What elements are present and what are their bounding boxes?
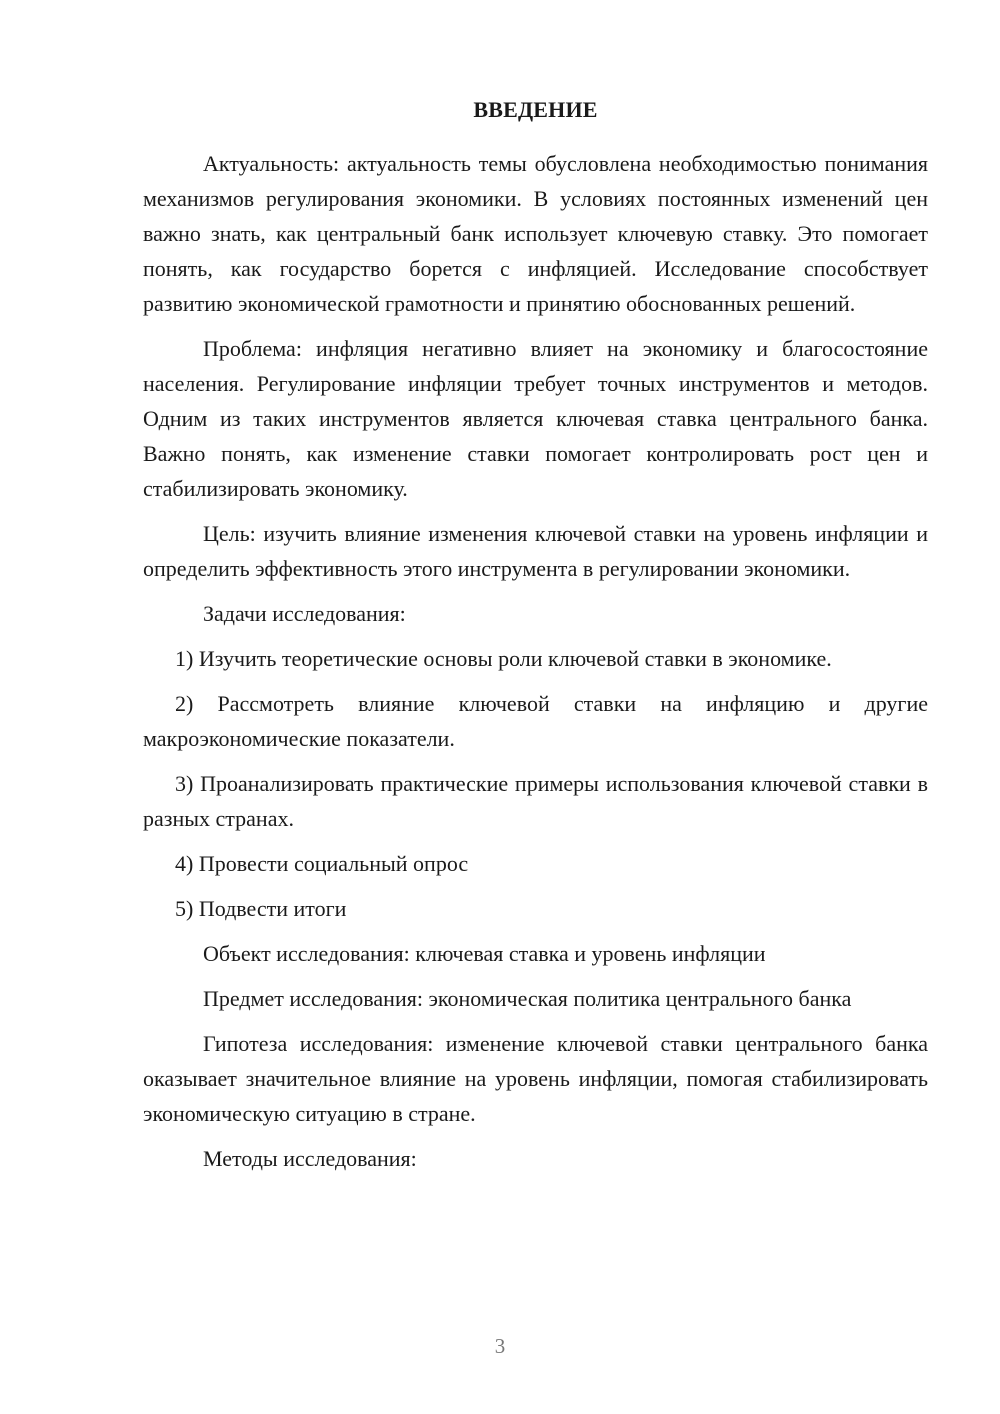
paragraph-methods-title: Методы исследования: (203, 1146, 417, 1171)
paragraph-problem: Проблема: инфляция негативно влияет на экономику и благосостояние населения. Регулирование инфляции требует точных инструментов и методов. Одним из таких инструментов является ключевая ставка центрального банка. Важно понять, как изменение ставки помогает контролировать рост цен и стабилизировать экономику. (143, 336, 928, 501)
paragraph-relevance: Актуальность: актуальность темы обусловлена необходимостью понимания механизмов регулирования экономики. В условиях постоянных изменений цен важно знать, как центральный банк использует ключевую ставку. Это помогает понять, как государство борется с инфляцией. Исследование способствует развитию экономической грамотности и принятию обоснованных решений. (143, 151, 928, 316)
paragraph-goal: Цель: изучить влияние изменения ключевой ставки на уровень инфляции и определить эффективность этого инструмента в регулировании экономики. (143, 521, 928, 581)
paragraph-subject: Предмет исследования: экономическая политика центрального банка (203, 986, 852, 1011)
task-item-3: 3) Проанализировать практические примеры использования ключевой ставки в разных странах. (143, 771, 928, 831)
task-item-1: 1) Изучить теоретические основы роли ключевой ставки в экономике. (175, 646, 832, 671)
task-item-2: 2) Рассмотреть влияние ключевой ставки на инфляцию и другие макроэкономические показатели. (143, 691, 928, 751)
paragraph-hypothesis: Гипотеза исследования: изменение ключевой ставки центрального банка оказывает значительное влияние на уровень инфляции, помогая стабилизировать экономическую ситуацию в стране. (143, 1031, 928, 1126)
section-heading: ВВЕДЕНИЕ (473, 97, 598, 122)
task-item-4: 4) Провести социальный опрос (175, 851, 469, 876)
task-item-5: 5) Подвести итоги (175, 896, 347, 921)
document-page (143, 92, 928, 1186)
paragraph-object: Объект исследования: ключевая ставка и уровень инфляции (203, 941, 766, 966)
page-number: 3 (494, 1334, 506, 1358)
paragraph-tasks-title: Задачи исследования: (203, 601, 406, 626)
